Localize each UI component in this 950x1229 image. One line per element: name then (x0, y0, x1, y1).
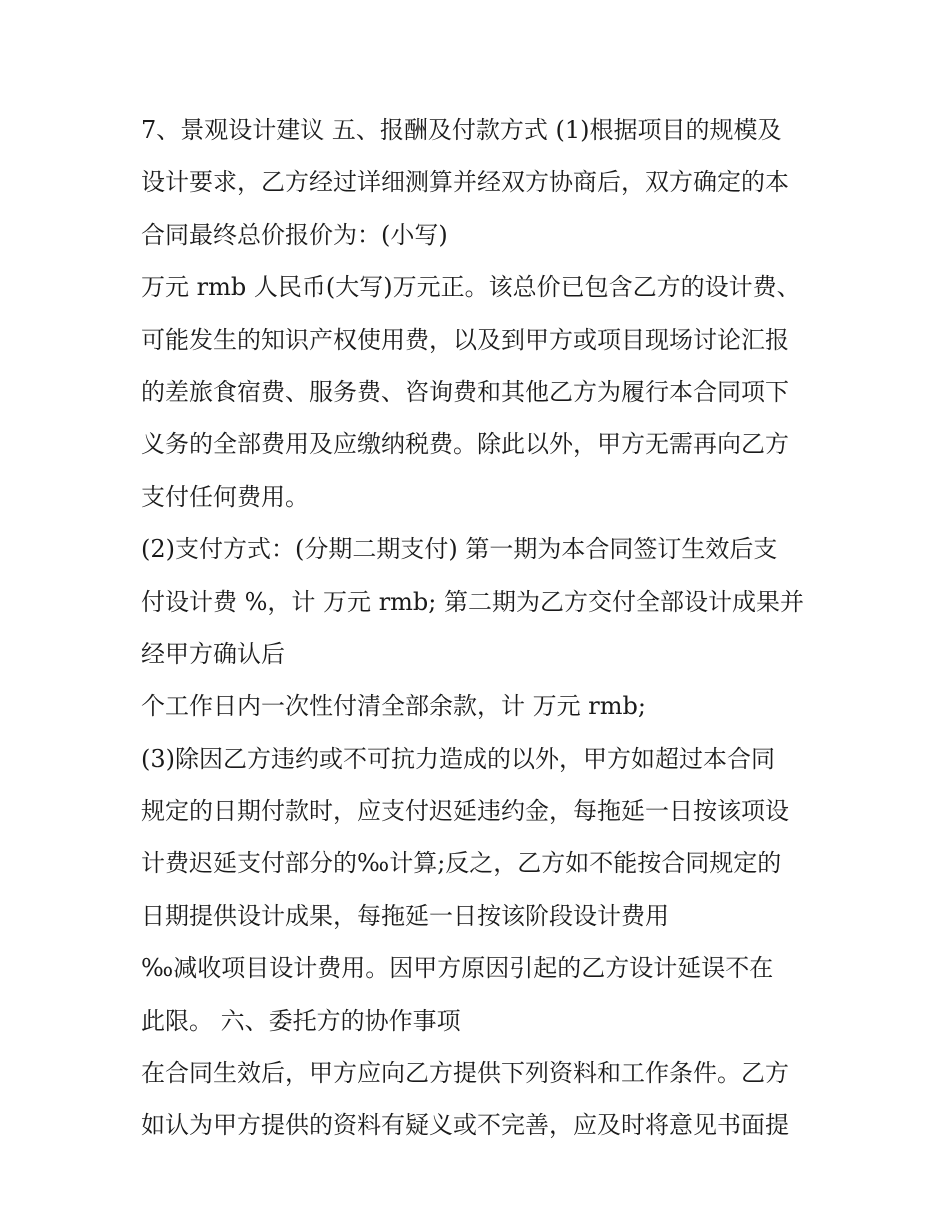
text-line: 日期提供设计成果，每拖延一日按该阶段设计费用 (141, 901, 669, 930)
text-line: 的差旅食宿费、服务费、咨询费和其他乙方为履行本合同项下 (141, 377, 789, 406)
contract-text-body (141, 104, 821, 1152)
text-line: 义务的全部费用及应缴纳税费。除此以外，甲方无需再向乙方 (141, 430, 789, 459)
text-line: 设计要求，乙方经过详细测算并经双方协商后，双方确定的本 (141, 168, 789, 197)
text-line: 如认为甲方提供的资料有疑义或不完善，应及时将意见书面提 (141, 1111, 789, 1140)
text-line: (3)除因乙方违约或不可抗力造成的以外，甲方如超过本合同 (141, 744, 775, 773)
text-line: 计费迟延支付部分的‰计算;反之，乙方如不能按合同规定的 (141, 849, 782, 878)
text-line: 在合同生效后，甲方应向乙方提供下列资料和工作条件。乙方 (141, 1059, 789, 1088)
text-line: 此限。 六、委托方的协作事项 (141, 1006, 461, 1035)
text-line: 7、景观设计建议 五、报酬及付款方式 (1)根据项目的规模及 (141, 116, 782, 144)
text-line: (2)支付方式：(分期二期支付) 第一期为本合同签订生效后支 (141, 535, 778, 564)
text-line: 个工作日内一次性付清全部余款，计 万元 rmb; (141, 692, 646, 721)
text-line: 支付任何费用。 (141, 482, 309, 511)
text-line: 万元 rmb 人民币(大写)万元正。该总价已包含乙方的设计费、 (141, 273, 801, 302)
text-line: 规定的日期付款时，应支付迟延违约金，每拖延一日按该项设 (141, 797, 789, 826)
text-line: ‰减收项目设计费用。因甲方原因引起的乙方设计延误不在 (141, 954, 774, 983)
text-line: 合同最终总价报价为：(小写) (141, 220, 448, 249)
text-line: 可能发生的知识产权使用费，以及到甲方或项目现场讨论汇报 (141, 325, 789, 354)
text-line: 经甲方确认后 (141, 639, 285, 668)
text-line: 付设计费 %，计 万元 rmb; 第二期为乙方交付全部设计成果并 (141, 587, 804, 616)
